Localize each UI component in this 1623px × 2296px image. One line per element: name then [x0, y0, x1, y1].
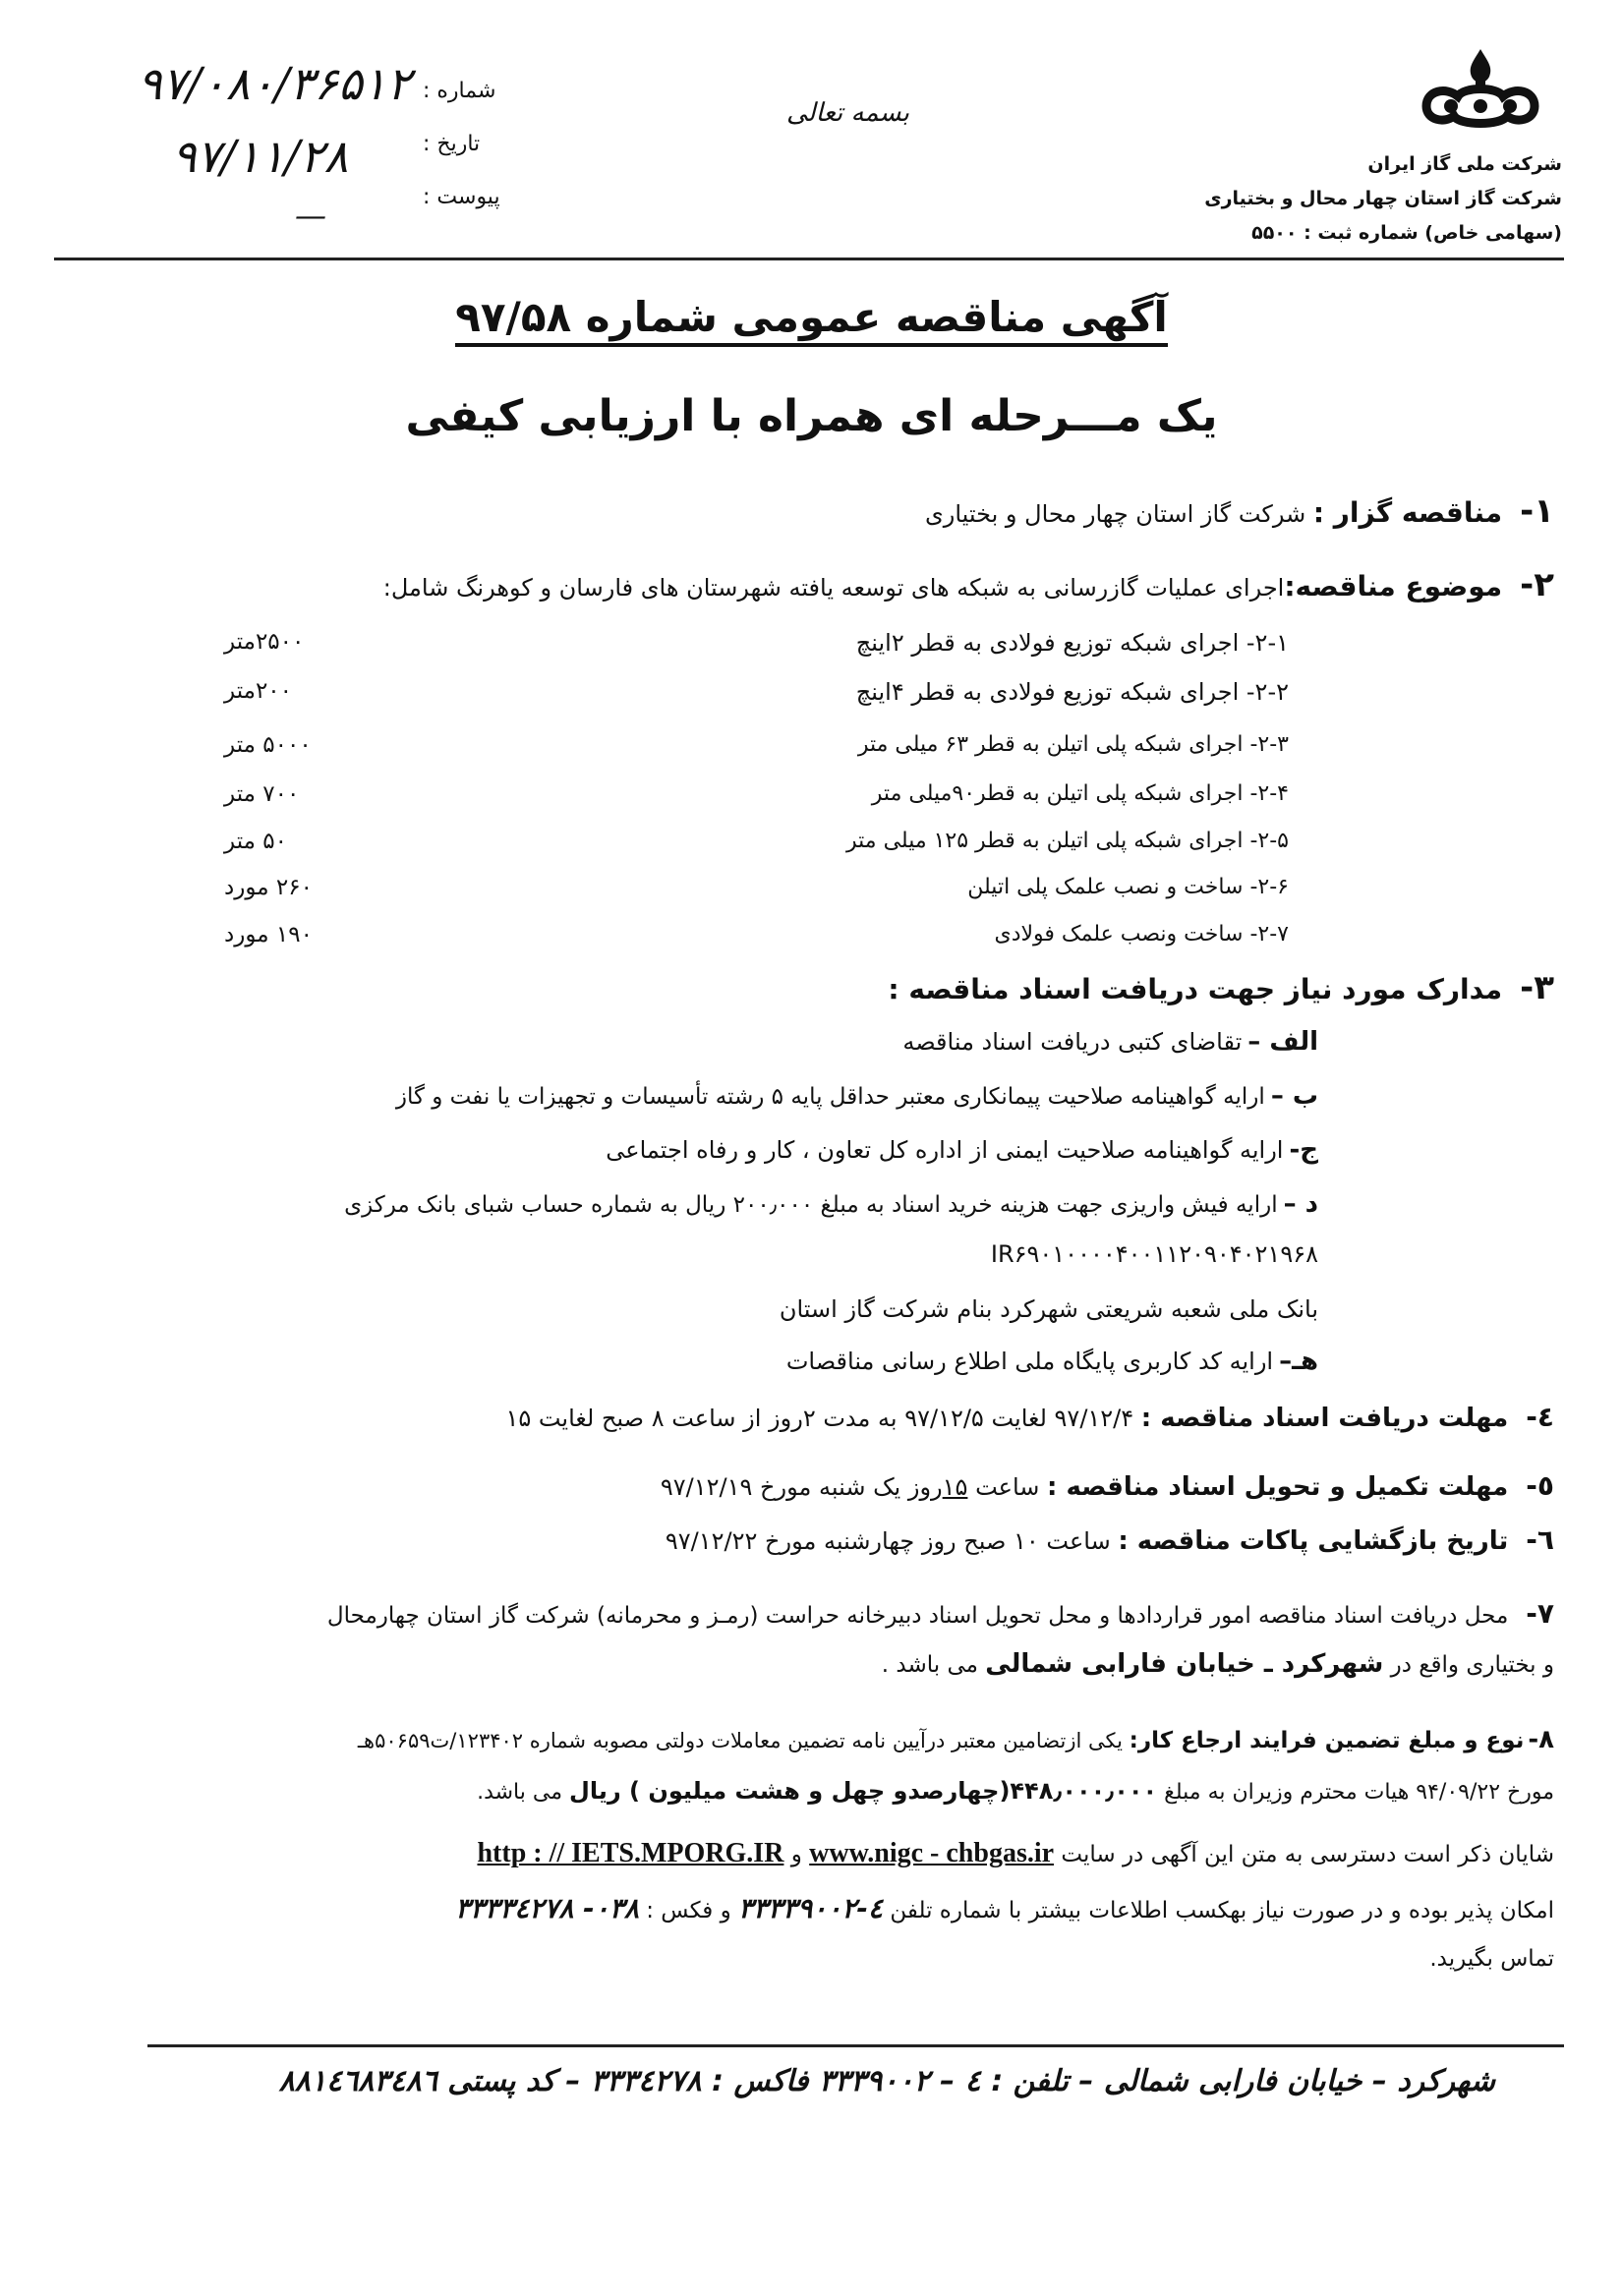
date-value: ۹۷/۱۱/۲۸: [172, 130, 349, 183]
notice-line-1: شایان ذکر است دسترسی به متن این آگهی در سایت www.nigc - chbgas.ir و http : // IETS.MPORG.IR: [477, 1838, 1554, 1868]
list-item-qty: ۲۰۰متر: [224, 678, 293, 704]
footer-address: شهرکرد – خیابان فارابی شمالی – تلفن : ٤ – ۳۳۳۹۰۰۲ فاکس : ۳۳۳٤۲۷۸ – کد پستی ۸۸۱٤٦۸۳٤۸٦: [278, 2064, 1495, 2098]
company-province: شرکت گاز استان چهار محال و بختیاری: [1204, 188, 1562, 209]
section-4: ٤-مهلت دریافت اسناد مناقصه : ۹۷/۱۲/۴ لغایت ۹۷/۱۲/۵ به مدت ۲روز از ساعت ۸ صبح لغایت ۱۵: [505, 1401, 1554, 1433]
iban-number: IR۶۹۰۱۰۰۰۰۴۰۰۱۱۲۰۹۰۴۰۲۱۹۶۸: [990, 1240, 1318, 1268]
section-4-text: ۹۷/۱۲/۴ لغایت ۹۷/۱۲/۵ به مدت ۲روز از ساعت ۸ صبح لغایت ۱۵: [505, 1405, 1134, 1432]
list-item-qty: ۲۶۰ مورد: [224, 875, 313, 900]
list-item: ۲-۲- اجرای شبکه توزیع فولادی به قطر ۴اینچ: [855, 678, 1289, 706]
list-item-qty: ۷۰۰ متر: [224, 781, 300, 807]
section-6: ٦-تاریخ بازگشایی پاکات مناقصه : ساعت ۱۰ صبح روز چهارشنبه مورخ ۹۷/۱۲/۲۲: [665, 1523, 1554, 1556]
section-3: [147, 968, 1554, 1007]
section-1-label: مناقصه گزار :: [1312, 496, 1503, 529]
section-6-label: تاریخ بازگشایی پاکات مناقصه :: [1118, 1526, 1509, 1556]
section-1: [147, 491, 1554, 531]
attachment-value: —: [295, 197, 328, 234]
requirement-c: ج-ارایه گواهینامه صلاحیت ایمنی از اداره کل تعاون ، کار و رفاه اجتماعی: [606, 1135, 1318, 1165]
section-1-number: ۱-: [1520, 491, 1554, 531]
section-6-text: ساعت ۱۰ صبح روز چهارشنبه مورخ ۹۷/۱۲/۲۲: [665, 1527, 1111, 1555]
section-4-label: مهلت دریافت اسناد مناقصه :: [1140, 1404, 1509, 1433]
list-item: ۲-۴- اجرای شبکه پلی اتیلن به قطر۹۰میلی متر: [871, 781, 1289, 806]
section-5-label: مهلت تکمیل و تحویل اسناد مناقصه :: [1047, 1472, 1509, 1502]
list-item-qty: ۵۰۰۰ متر: [224, 732, 312, 758]
section-2-text: اجرای عملیات گازرسانی به شبکه های توسعه یافته شهرستان های فارسان و کوهرنگ شامل:: [382, 574, 1285, 602]
nigc-logo-icon: [1407, 47, 1554, 155]
notice-line-2: امکان پذیر بوده و در صورت نیاز بهکسب اطلاعات بیشتر با شماره تلفن ٤-۳۳۳۳۹۰۰۲ و فکس : ۰۳۸- ۳۳۳۳٤۲۷۸: [455, 1892, 1554, 1924]
section-7-address: و بختیاری واقع در شهرکرد ـ خیابان فارابی شمالی می باشد .: [881, 1649, 1554, 1679]
number-label: شماره :: [423, 79, 496, 103]
list-item: ۲-۵- اجرای شبکه پلی اتیلن به قطر ۱۲۵ میلی متر: [846, 829, 1289, 853]
section-3-label: مدارک مورد نیاز جهت دریافت اسناد مناقصه :: [888, 973, 1503, 1005]
website-link-chbgas[interactable]: www.nigc - chbgas.ir: [809, 1838, 1055, 1868]
section-2-number: ۲-: [1520, 565, 1554, 604]
section-8: ۸-نوع و مبلغ تضمین فرایند ارجاع کار: یکی ازتضامین معتبر درآیین نامه تضمین معاملات دولتی مصوبه شماره ۱۲۳۴۰۲/ت۵۰۶۵۹هـ: [357, 1725, 1554, 1754]
section-7: ۷-محل دریافت اسناد مناقصه امور قراردادها و محل تحویل اسناد دبیرخانه حراست (رمـز و محرمانه) شرکت گاز استان چهارمحال: [326, 1597, 1554, 1630]
bank-branch: بانک ملی شعبه شریعتی شهرکرد بنام شرکت گاز استان: [779, 1295, 1318, 1323]
fax-number: ۰۳۸- ۳۳۳۳٤۲۷۸: [455, 1892, 639, 1924]
bismillah: بسمه تعالی: [786, 98, 909, 128]
header-divider: [54, 258, 1564, 260]
list-item-qty: ۲۵۰۰متر: [224, 629, 305, 655]
section-2: [147, 565, 1554, 604]
requirement-e: هـ–ارایه کد کاربری پایگاه ملی اطلاع رسانی مناقصات: [785, 1347, 1318, 1376]
footer-divider: [147, 2044, 1564, 2047]
requirement-b: ب –ارایه گواهینامه صلاحیت پیمانکاری معتبر حداقل پایه ۵ رشته تأسیسات و تجهیزات یا نفت و گاز: [395, 1081, 1318, 1111]
list-item-qty: ۱۹۰ مورد: [224, 922, 313, 947]
date-label: تاریخ :: [423, 132, 481, 156]
section-8-label: نوع و مبلغ تضمین فرایند ارجاع کار:: [1129, 1728, 1525, 1753]
list-item: ۲-۶- ساخت و نصب علمک پلی اتیلن: [967, 875, 1289, 899]
tender-subtitle: یک مـــرحله ای همراه با ارزیابی کیفی: [405, 391, 1218, 441]
phone-number: ٤-۳۳۳۳۹۰۰۲: [738, 1892, 884, 1924]
notice-line-3: تماس بگیرید.: [1429, 1946, 1554, 1972]
section-1-text: شرکت گاز استان چهار محال و بختیاری: [924, 500, 1306, 528]
requirement-a: الف –تقاضای کتبی دریافت اسناد مناقصه: [902, 1027, 1318, 1057]
list-item: ۲-۳- اجرای شبکه پلی اتیلن به قطر ۶۳ میلی متر: [857, 732, 1289, 757]
tender-title: آگهی مناقصه عمومی شماره ۹۷/۵۸: [0, 293, 1623, 341]
list-item: ۲-۱- اجرای شبکه توزیع فولادی به قطر ۲اینچ: [855, 629, 1289, 657]
website-link-iets[interactable]: http : // IETS.MPORG.IR: [477, 1838, 784, 1868]
list-item-qty: ۵۰ متر: [224, 829, 287, 854]
section-8-amount: مورخ ۹۴/۰۹/۲۲ هیات محترم وزیران به مبلغ ۴۴۸٫۰۰۰٫۰۰۰(چهارصدو چهل و هشت میلیون ) ریال می باشد.: [477, 1777, 1554, 1805]
company-registration: (سهامی خاص) شماره ثبت : ۵۵۰۰: [1251, 222, 1562, 244]
attachment-label: پیوست :: [423, 185, 500, 209]
section-2-label: موضوع مناقصه:: [1284, 570, 1503, 603]
section-5: ٥-مهلت تکمیل و تحویل اسناد مناقصه : ساعت ۱۵روز یک شنبه مورخ ۹۷/۱۲/۱۹: [660, 1469, 1554, 1502]
number-value: ۹۷/۰۸۰/۳۶۵۱۲: [138, 57, 412, 110]
company-name: شرکت ملی گاز ایران: [1367, 153, 1562, 175]
list-item: ۲-۷- ساخت ونصب علمک فولادی: [994, 922, 1289, 947]
requirement-d: د –ارایه فیش واریزی جهت هزینه خرید اسناد به مبلغ ۲۰۰٫۰۰۰ ریال به شماره حساب شبای بانک مرکزی: [344, 1189, 1318, 1219]
section-3-number: ۳-: [1520, 968, 1554, 1007]
